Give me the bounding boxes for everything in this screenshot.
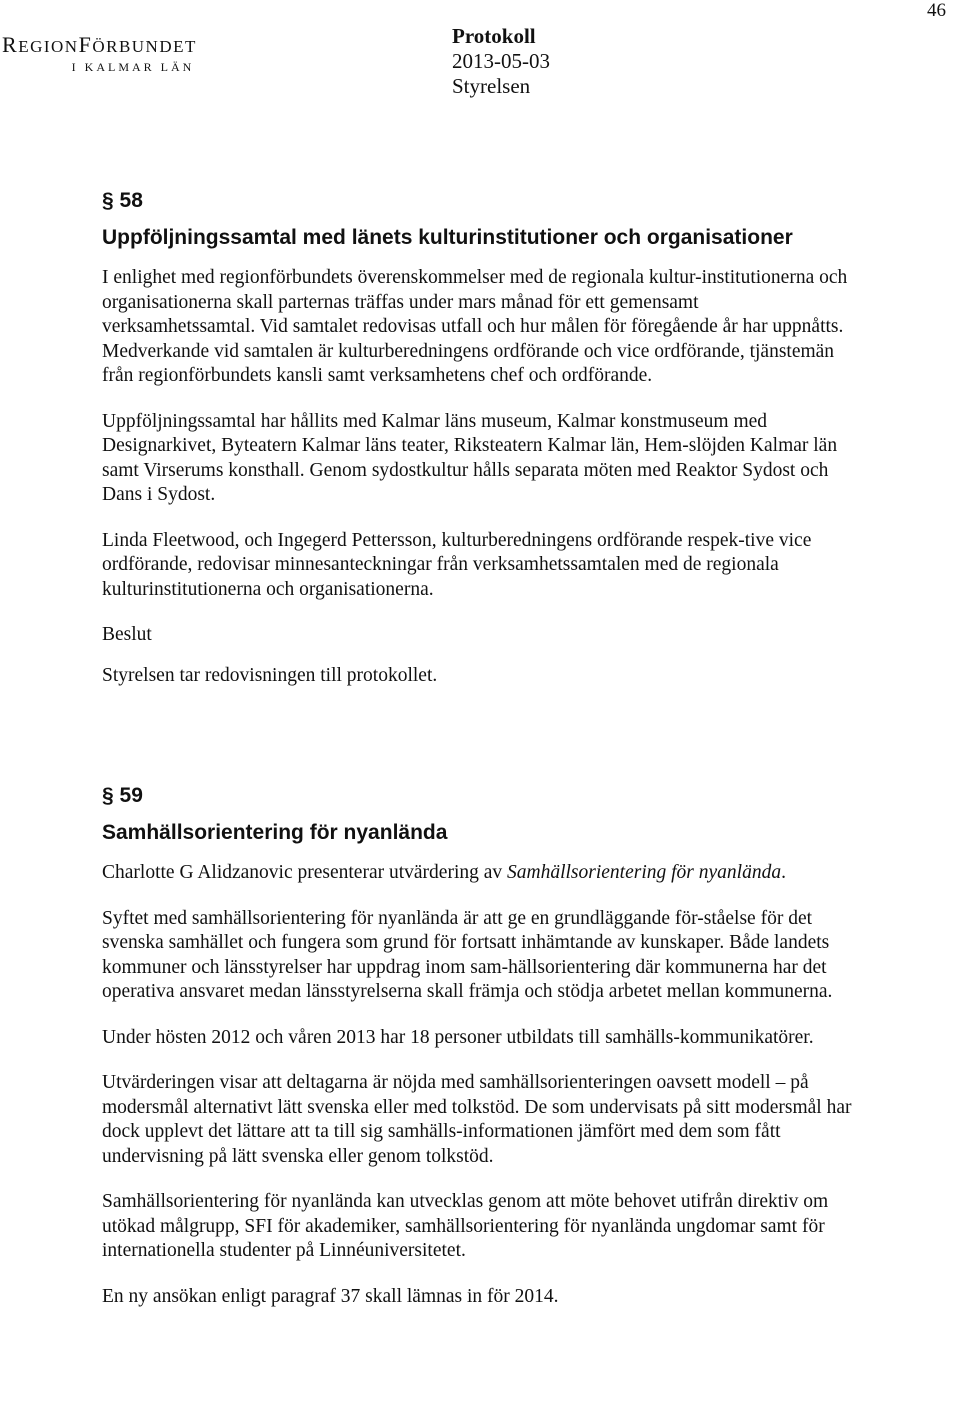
document-date: 2013-05-03: [452, 49, 550, 73]
decision-text: Styrelsen tar redovisningen till protokollet.: [102, 664, 438, 686]
logo-wordmark: [2, 34, 234, 58]
intro-paragraph: [102, 861, 852, 886]
document-type: Protokoll: [452, 24, 536, 48]
paragraph: Linda Fleetwood, och Ingegerd Pettersson, kulturberedningens ordförande respek-tive vice ordförande, redovisar minnesanteckningar från verksamhetssamtalen med de regionala kulturinstitutionerna och organisationerna.: [102, 529, 812, 600]
intro-text: Charlotte G Alidzanovic presenterar utvärdering av: [102, 862, 508, 883]
intro-end: .: [781, 862, 786, 883]
logo-text: ÖRBUNDET: [92, 37, 197, 56]
document-content: [102, 188, 852, 1330]
section-number: § 59: [102, 784, 143, 807]
page-number: 46: [927, 0, 946, 21]
section-number: § 58: [102, 189, 143, 212]
section-59: [102, 783, 852, 1309]
logo-letter: R: [2, 32, 19, 57]
section-spacer: [102, 709, 852, 783]
decision-label: Beslut: [102, 624, 152, 645]
intro-title: Samhällsorientering för nyanlända: [507, 862, 782, 883]
section-heading: Samhällsorientering för nyanlända: [102, 821, 448, 844]
logo-text: EGION: [18, 37, 79, 56]
logo-letter: F: [78, 32, 93, 57]
paragraph: Uppföljningssamtal har hållits med Kalmar läns museum, Kalmar konstmuseum med Designarkivet, Byteatern Kalmar läns teater, Riksteatern Kalmar län, Hem-slöjden Kalmar län samt Virserums konsthall. Genom sydostkultur hålls separata möten med Reaktor Sydost och Dans i Sydost.: [102, 410, 838, 505]
paragraph: I enlighet med regionförbundets överenskommelser med de regionala kultur-institutionerna och organisationerna skall parternas träffas under mars månad för ett gemensamt verksamhetssamtal. Vid samtalet redovisas utfall och hur målen för föregående år har uppnåtts. Medverkande vid samtalen är kulturberedningens ordförande och vice ordförande, tjänstemän från regionförbundets kansli samt verksamhetens chef och ordförande.: [102, 267, 848, 386]
document-body: Styrelsen: [452, 74, 531, 98]
paragraph: Syftet med samhällsorientering för nyanlända är att ge en grundläggande för-ståelse för det svenska samhället och fungera som grund för fortsatt inhämtande av kunskaper. Både landets kommuner och länsstyrelser har uppdrag inom sam-hällsorientering där kommunerna har det operativa ansvaret medan länsstyrelserna skall främja och stödja arbetet mellan kommunerna.: [102, 907, 833, 1002]
section-heading: Uppföljningssamtal med länets kulturinstitutioner och organisationer: [102, 226, 793, 249]
paragraph: Utvärderingen visar att deltagarna är nöjda med samhällsorienteringen oavsett modell – på modersmål alternativt lätt svenska eller med tolkstöd. De som undervisats på sitt modersmål har dock upplevt det lättare att ta till sig samhälls-informationen jämfört med dem som fått undervisning på lätt svenska eller genom tolkstöd.: [102, 1072, 852, 1167]
document-header: [452, 24, 550, 99]
paragraph: En ny ansökan enligt paragraf 37 skall lämnas in för 2014.: [102, 1285, 559, 1307]
logo-subtitle: I KALMAR LÄN: [71, 60, 195, 74]
section-58: [102, 188, 852, 688]
organization-logo: [2, 34, 234, 75]
paragraph: Under hösten 2012 och våren 2013 har 18 personer utbildats till samhälls-kommunikatörer.: [102, 1026, 814, 1048]
paragraph: Samhällsorientering för nyanlända kan utvecklas genom att möte behovet utifrån direktiv om utökad målgrupp, SFI för akademiker, samhällsorientering för nyanlända ungdomar samt för internationella studenter på Linnéuniversitetet.: [102, 1191, 829, 1261]
